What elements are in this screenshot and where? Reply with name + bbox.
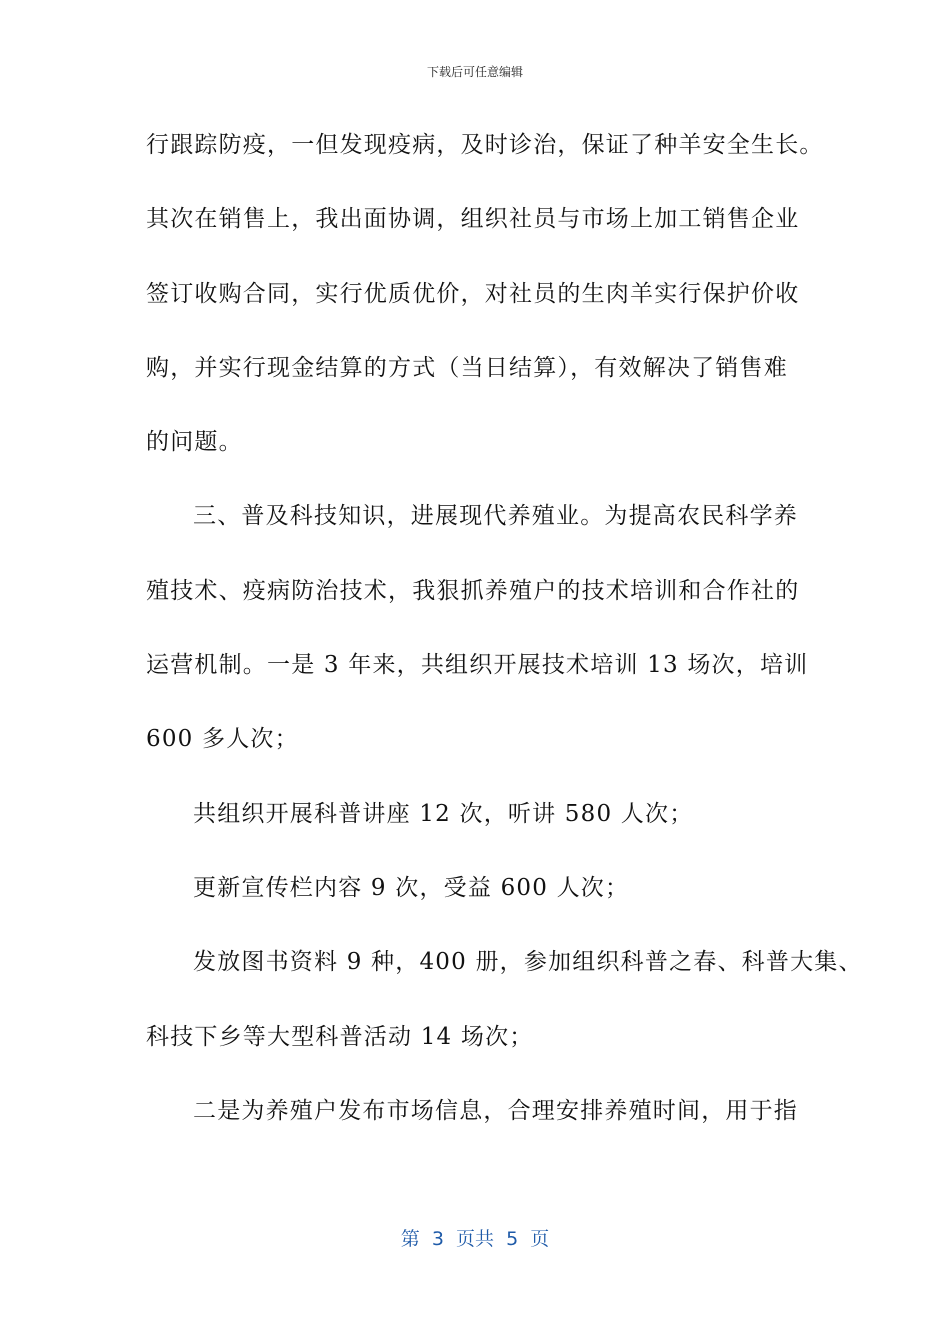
body-line-10: 共组织开展科普讲座 12 次，听讲 580 人次；: [193, 800, 694, 827]
body-line-3: 签订收购合同，实行优质优价，对社员的生肉羊实行保护价收: [146, 280, 800, 307]
body-line-11: 更新宣传栏内容 9 次，受益 600 人次；: [193, 874, 630, 901]
body-line-12: 发放图书资料 9 种，400 册，参加组织科普之春、科普大集、: [193, 949, 863, 976]
body-line-5: 的问题。: [146, 429, 243, 456]
document-body: [146, 124, 863, 1164]
body-line-2: 其次在销售上，我出面协调，组织社员与市场上加工销售企业: [146, 206, 800, 233]
body-line-8: 运营机制。一是 3 年来，共组织开展技术培训 13 场次，培训: [146, 652, 809, 679]
body-line-13: 科技下乡等大型科普活动 14 场次；: [146, 1023, 534, 1050]
body-line-9: 600 多人次；: [146, 726, 299, 753]
page-header-note: 下载后可任意编辑: [426, 65, 523, 79]
body-line-1: 行跟踪防疫，一但发现疫病，及时诊治，保证了种羊安全生长。: [146, 132, 824, 158]
body-line-4: 购，并实行现金结算的方式（当日结算），有效解决了销售难: [146, 354, 788, 381]
body-line-6: 三、普及科技知识，进展现代养殖业。为提高农民科学养: [193, 503, 798, 530]
body-line-7: 殖技术、疫病防治技术，我狠抓养殖户的技术培训和合作社的: [146, 577, 800, 604]
body-line-14: 二是为养殖户发布市场信息，合理安排养殖时间，用于指: [193, 1097, 798, 1124]
page-number-footer: 第 3 页共 5 页: [400, 1228, 550, 1250]
